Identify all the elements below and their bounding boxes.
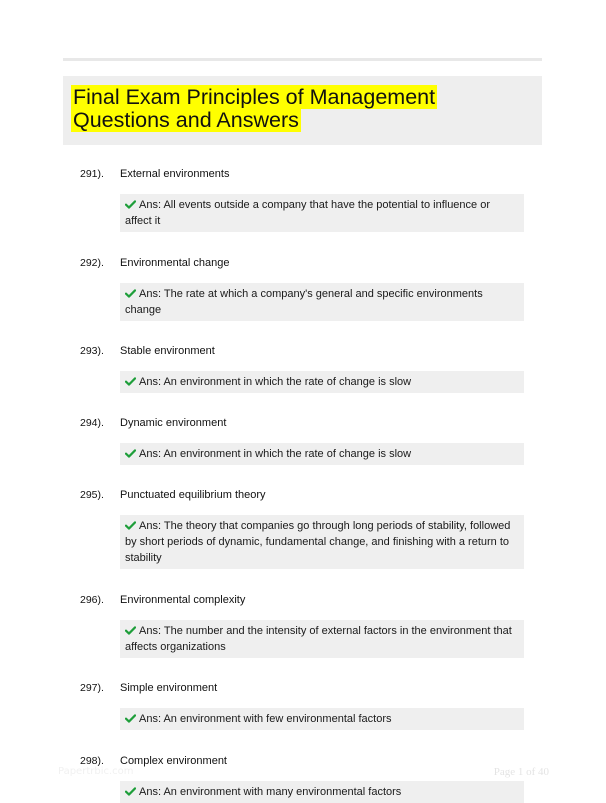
answer-text: Ans: The number and the intensity of external factors in the environment that affects organizations [125, 625, 512, 653]
answer-box [120, 283, 524, 321]
question-text: Environmental change [120, 257, 230, 269]
question-number: 291). [80, 168, 104, 180]
answer-text: Ans: An environment in which the rate of change is slow [139, 448, 412, 460]
question-row [80, 488, 535, 502]
answer-text: Ans: An environment in which the rate of change is slow [139, 376, 412, 388]
title-banner [63, 76, 542, 145]
question-row [80, 416, 535, 430]
check-icon [125, 289, 136, 298]
check-icon [125, 714, 136, 723]
question-text: Punctuated equilibrium theory [120, 489, 266, 501]
qa-item [80, 681, 535, 730]
question-row [80, 681, 535, 695]
qa-item [80, 344, 535, 393]
answer-text: Ans: The rate at which a company's general and specific environments change [125, 288, 483, 316]
question-text: Dynamic environment [120, 417, 227, 429]
check-icon [125, 449, 136, 458]
answer-box [120, 194, 524, 232]
question-row [80, 593, 535, 607]
top-divider [63, 58, 542, 61]
page-title [71, 86, 534, 132]
question-text: External environments [120, 168, 230, 180]
question-number: 295). [80, 489, 104, 501]
question-text: Complex environment [120, 755, 227, 767]
check-icon [125, 521, 136, 530]
question-number: 294). [80, 417, 104, 429]
qa-item [80, 416, 535, 465]
answer-box [120, 371, 524, 393]
question-row [80, 256, 535, 270]
check-icon [125, 377, 136, 386]
question-text: Environmental complexity [120, 594, 246, 606]
question-text: Stable environment [120, 345, 215, 357]
question-number: 292). [80, 257, 104, 269]
answer-text: Ans: An environment with few environmental factors [139, 713, 392, 725]
question-row [80, 167, 535, 181]
question-number: 296). [80, 594, 104, 606]
qa-item [80, 488, 535, 569]
question-number: 293). [80, 345, 104, 357]
answer-text: Ans: The theory that companies go through long periods of stability, followed by short periods of dynamic, fundamental change, and finishing with a return to stability [125, 520, 511, 564]
answer-box [120, 620, 524, 658]
qa-item [80, 256, 535, 321]
answer-box [120, 443, 524, 465]
qa-item [80, 593, 535, 658]
check-icon [125, 626, 136, 635]
answer-text: Ans: All events outside a company that have the potential to influence or affect it [125, 199, 491, 227]
question-number: 298). [80, 755, 104, 767]
page-title-text: Final Exam Principles of Management Questions and Answers [73, 85, 436, 132]
question-text: Simple environment [120, 682, 218, 694]
answer-text: Ans: An environment with many environmental factors [139, 786, 402, 798]
check-icon [125, 787, 136, 796]
answer-box [120, 708, 524, 730]
question-row [80, 344, 535, 358]
qa-list [80, 167, 535, 803]
footer-watermark: Papertrbic.com [58, 766, 134, 777]
question-row [80, 754, 535, 768]
qa-item [80, 754, 535, 803]
qa-item [80, 167, 535, 232]
question-number: 297). [80, 682, 104, 694]
page-number: Page 1 of 40 [493, 766, 549, 778]
answer-box [120, 515, 524, 569]
check-icon [125, 200, 136, 209]
